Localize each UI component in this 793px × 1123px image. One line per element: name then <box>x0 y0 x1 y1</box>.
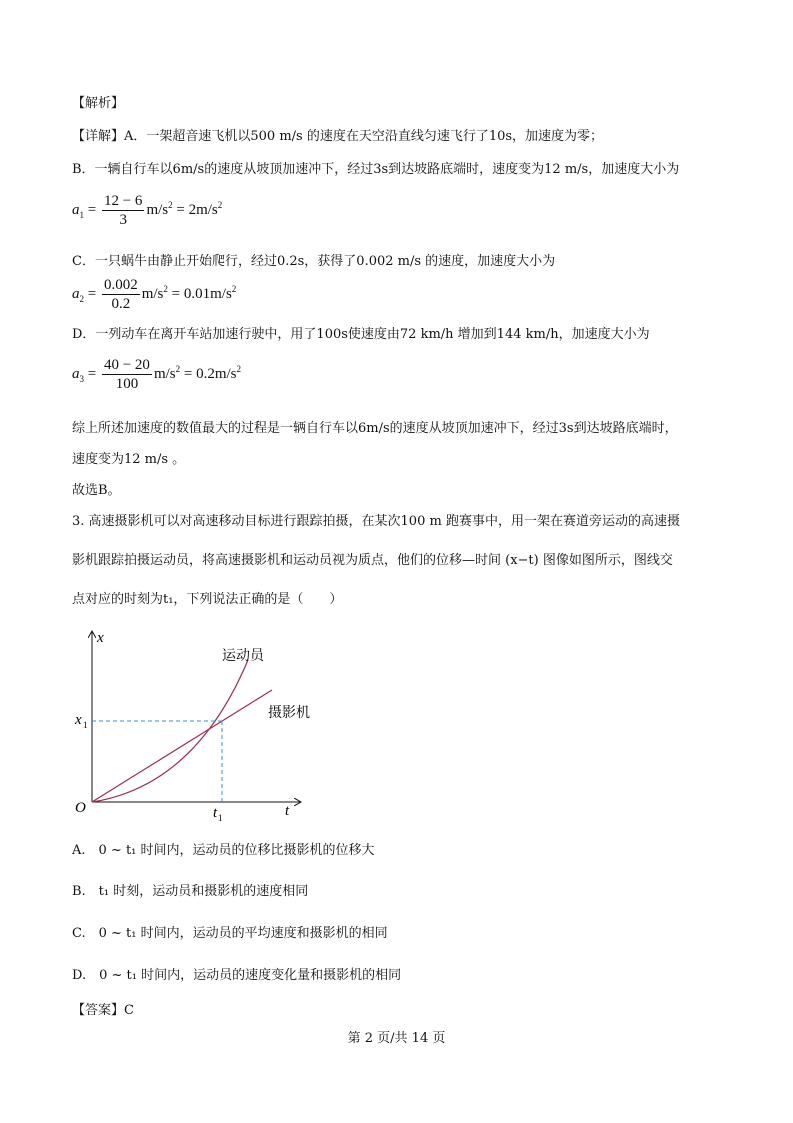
formula-a3-exp: 2 <box>175 363 181 374</box>
runner-curve <box>92 660 248 802</box>
formula-a3-num: 40 − 20 <box>103 357 150 373</box>
formula-a1-den: 3 <box>119 212 127 228</box>
page-footer: 第 2 页/共 14 页 <box>347 1031 446 1046</box>
formula-a1-fraction <box>102 192 144 229</box>
formula-a1-lhs: a <box>72 201 80 218</box>
detail-line-b: B．一辆自行车以6m/s的速度从坡顶加速冲下，经过3s到达坡路底端时，速度变为12 m/s，加速度大小为 <box>72 162 680 177</box>
x1-sub: 1 <box>83 720 88 730</box>
runner-label: 运动员 <box>222 649 264 664</box>
camera-label: 摄影机 <box>268 706 310 721</box>
formula-a3-result: = 0.2m/s <box>180 365 237 382</box>
formula-a1-num: 12 − 6 <box>103 193 143 209</box>
camera-line <box>92 690 272 802</box>
formula-a3-den: 100 <box>115 376 139 392</box>
formula-a1-sub: 1 <box>79 209 84 220</box>
formula-a2-num: 0.002 <box>103 277 138 293</box>
origin-label: O <box>75 800 86 816</box>
option-c: C. 0 ~ t₁ 时间内，运动员的平均速度和摄影机的相同 <box>72 926 388 941</box>
jiexi-heading: 【解析】 <box>72 96 125 111</box>
option-a: A. 0 ~ t₁ 时间内，运动员的位移比摄影机的位移大 <box>72 843 375 858</box>
t1-label: t <box>213 805 218 821</box>
detail-line-d: D．一列动车在离开车站加速行驶中，用了100s使速度由72 km/h 增加到144 km/h，加速度大小为 <box>72 327 650 342</box>
summary-line-2: 速度变为12 m/s 。 <box>72 452 186 467</box>
formula-a1-result: = 2m/s <box>172 201 218 218</box>
option-b: B. t₁ 时刻，运动员和摄影机的速度相同 <box>72 884 309 899</box>
formula-a3-sub: 3 <box>79 373 84 384</box>
formula-a3: $a_3$ = $\frac{40 - 20}{100}$ $m/s^2 = 0.2m/s^2$ <box>72 357 242 392</box>
x1-label: x <box>75 712 82 728</box>
formula-a3-unit: m/s <box>153 365 176 382</box>
formula-a2-fraction <box>102 276 140 313</box>
formula-a1: $a_1$ = $\frac{12 - 6}{3}$ $m/s^2 = 2m/s^2$ <box>72 193 223 228</box>
choose-line: 故选B。 <box>72 483 121 498</box>
detail-line-a: 【详解】A．一架超音速飞机以500 m/s 的速度在天空沿直线匀速飞行了10s，加速度为零； <box>72 129 604 144</box>
formula-a2-lhs: a <box>72 285 80 302</box>
formula-a3-result-exp: 2 <box>236 363 242 374</box>
detail-line-c: C．一只蜗牛由静止开始爬行，经过0.2s，获得了0.002 m/s 的速度，加速度大小为 <box>72 254 556 269</box>
formula-a2-den: 0.2 <box>111 296 131 312</box>
formula-a1-result-exp: 2 <box>217 199 223 210</box>
question3-line-3: 点对应的时刻为t₁，下列说法正确的是（ ） <box>72 592 343 607</box>
option-d: D. 0 ~ t₁ 时间内，运动员的速度变化量和摄影机的相同 <box>72 968 402 983</box>
x-axis-label: t <box>285 803 290 819</box>
formula-a2-unit: m/s <box>141 285 164 302</box>
formula-a3-lhs: a <box>72 365 80 382</box>
xt-graph <box>70 622 330 832</box>
question3-line-2: 影机跟踪拍摄运动员，将高速摄影机和运动员视为质点，他们的位移—时间 (x−t) 图像如图所示，图线交 <box>72 553 673 568</box>
summary-line-1: 综上所述加速度的数值最大的过程是一辆自行车以6m/s的速度从坡顶加速冲下，经过3s到达坡路底端时， <box>72 421 678 436</box>
answer-line: 【答案】C <box>72 1003 134 1018</box>
formula-a2-sub: 2 <box>79 293 84 304</box>
formula-a2-result-exp: 2 <box>231 283 237 294</box>
formula-a3-fraction <box>102 356 152 393</box>
y-axis-label: x <box>97 630 104 646</box>
formula-a2: $a_2$ = $\frac{0.002}{0.2}$ $m/s^2 = 0.01m/s^2$ <box>72 277 237 312</box>
question3-line-1: 3. 高速摄影机可以对高速移动目标进行跟踪拍摄，在某次100 m 跑赛事中，用一架在赛道旁运动的高速摄 <box>72 514 680 529</box>
formula-a1-unit: m/s <box>146 201 169 218</box>
t1-sub: 1 <box>218 813 223 823</box>
formula-a2-exp: 2 <box>163 283 168 294</box>
formula-a2-result: = 0.01m/s <box>167 285 232 302</box>
formula-a1-exp: 2 <box>168 199 173 210</box>
